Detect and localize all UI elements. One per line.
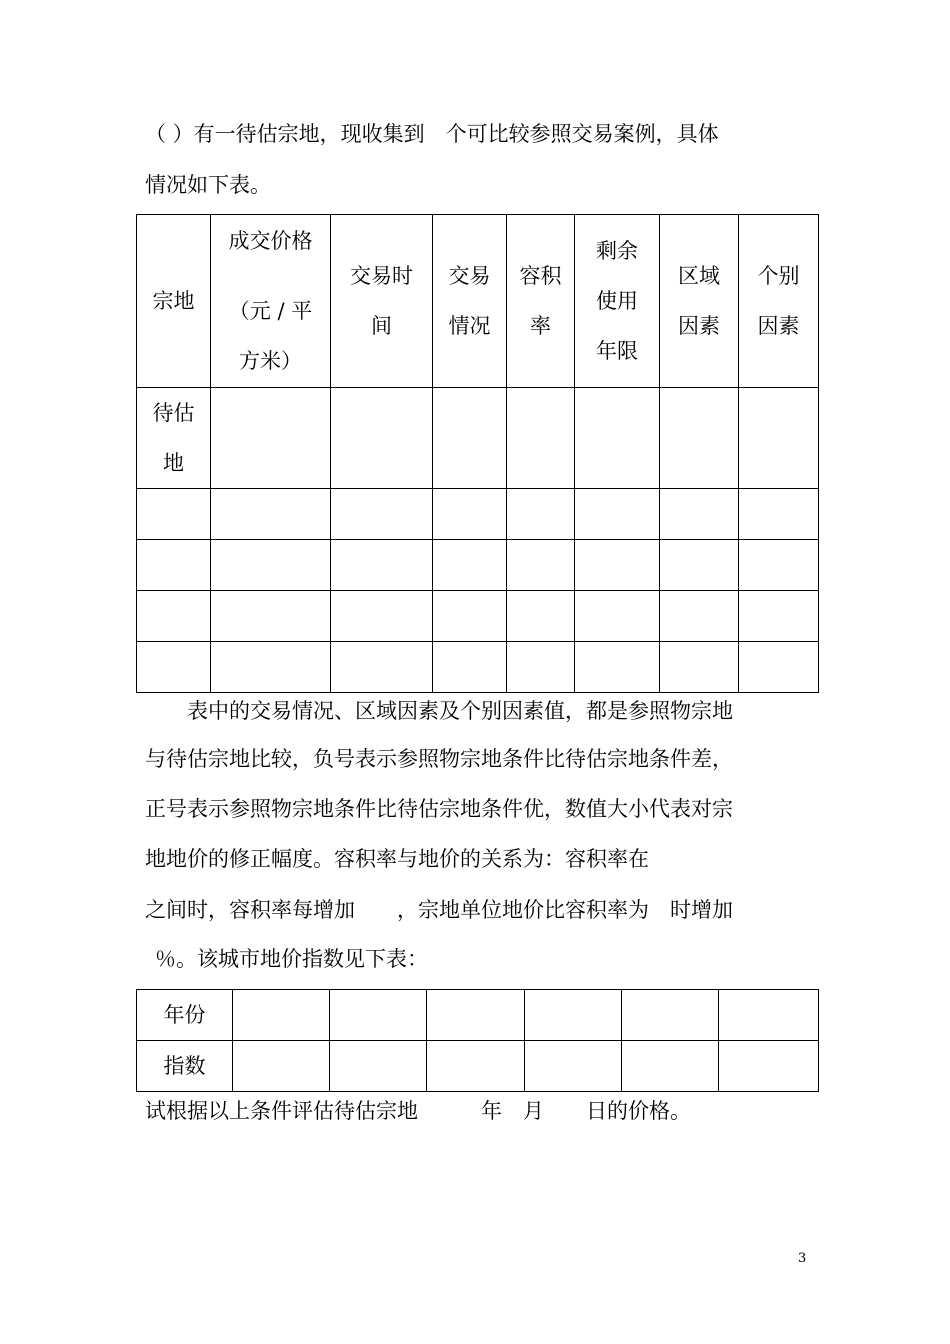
table-cell <box>137 642 211 693</box>
table-cell <box>575 540 660 591</box>
table-cell <box>525 990 622 1041</box>
table-cell <box>739 388 819 489</box>
table-cell <box>211 591 331 642</box>
table-row <box>137 642 819 693</box>
table-header-row <box>137 215 819 388</box>
table-cell <box>660 642 739 693</box>
table-cell <box>739 489 819 540</box>
table-cell <box>331 489 433 540</box>
closing-line: 试根据以上条件评估待估宗地 年 月 日的价格。 <box>145 1099 691 1123</box>
table-cell <box>739 540 819 591</box>
row-label-cell: 指数 <box>137 1041 233 1092</box>
row-label-cell: 年份 <box>137 990 233 1041</box>
header-cell: 交易 情况 <box>433 215 507 388</box>
paragraph-line-2: 与待估宗地比较，负号表示参照物宗地条件比待估宗地条件差， <box>145 747 733 771</box>
row-label-cell: 待估 地 <box>137 388 211 489</box>
land-price-index-table <box>136 989 819 1092</box>
intro-line-2: 情况如下表。 <box>145 173 271 197</box>
table-cell <box>427 1041 525 1092</box>
paragraph-line-1: 表中的交易情况、区域因素及个别因素值，都是参照物宗地 <box>187 699 733 723</box>
table-row <box>137 540 819 591</box>
table-cell <box>525 1041 622 1092</box>
table-cell <box>427 990 525 1041</box>
header-cell: 剩余 使用 年限 <box>575 215 660 388</box>
table-cell <box>739 591 819 642</box>
table-row <box>137 489 819 540</box>
table-cell <box>211 540 331 591</box>
table-cell <box>575 642 660 693</box>
table-cell <box>330 1041 427 1092</box>
table-cell <box>433 642 507 693</box>
table-cell <box>137 489 211 540</box>
table-cell <box>660 489 739 540</box>
table-cell <box>233 1041 330 1092</box>
header-cell: 区域 因素 <box>660 215 739 388</box>
intro-line-1: （ ）有一待估宗地，现收集到 个可比较参照交易案例，具体 <box>145 122 719 146</box>
table-cell <box>507 591 575 642</box>
table-cell <box>575 489 660 540</box>
page-number: 3 <box>798 1251 807 1266</box>
table-cell <box>719 1041 819 1092</box>
table-row <box>137 591 819 642</box>
table-cell <box>137 540 211 591</box>
paragraph-line-3: 正号表示参照物宗地条件比待估宗地条件优，数值大小代表对宗 <box>145 797 733 821</box>
table-cell <box>331 540 433 591</box>
table-cell <box>331 591 433 642</box>
table-cell <box>211 388 331 489</box>
table-cell <box>433 489 507 540</box>
table-cell <box>433 388 507 489</box>
comparison-cases-table <box>136 214 819 693</box>
table-cell <box>575 591 660 642</box>
header-cell: 成交价格 （元 / 平 方米） <box>211 215 331 388</box>
table-cell <box>331 642 433 693</box>
table-cell <box>507 540 575 591</box>
paragraph-line-4: 地地价的修正幅度。容积率与地价的关系为：容积率在 <box>145 847 649 871</box>
header-cell: 交易时 间 <box>331 215 433 388</box>
table-cell <box>622 1041 719 1092</box>
table-cell <box>433 540 507 591</box>
header-cell: 个别 因素 <box>739 215 819 388</box>
table-cell <box>331 388 433 489</box>
table-cell <box>575 388 660 489</box>
table-cell <box>507 489 575 540</box>
table-cell <box>233 990 330 1041</box>
table-cell <box>660 388 739 489</box>
header-cell: 容积 率 <box>507 215 575 388</box>
table-cell <box>433 591 507 642</box>
table-cell <box>137 591 211 642</box>
table-row <box>137 388 819 489</box>
table-cell <box>622 990 719 1041</box>
table-row <box>137 990 819 1041</box>
table-cell <box>330 990 427 1041</box>
table-cell <box>660 540 739 591</box>
paragraph-line-5: 之间时，容积率每增加 ，宗地单位地价比容积率为 时增加 <box>145 898 733 922</box>
table-cell <box>660 591 739 642</box>
table-cell <box>507 388 575 489</box>
table-cell <box>211 642 331 693</box>
table-cell <box>507 642 575 693</box>
table-row <box>137 1041 819 1092</box>
header-cell: 宗地 <box>137 215 211 388</box>
table-cell <box>719 990 819 1041</box>
table-cell <box>211 489 331 540</box>
table-cell <box>739 642 819 693</box>
paragraph-line-6: ％。该城市地价指数见下表： <box>155 947 428 971</box>
